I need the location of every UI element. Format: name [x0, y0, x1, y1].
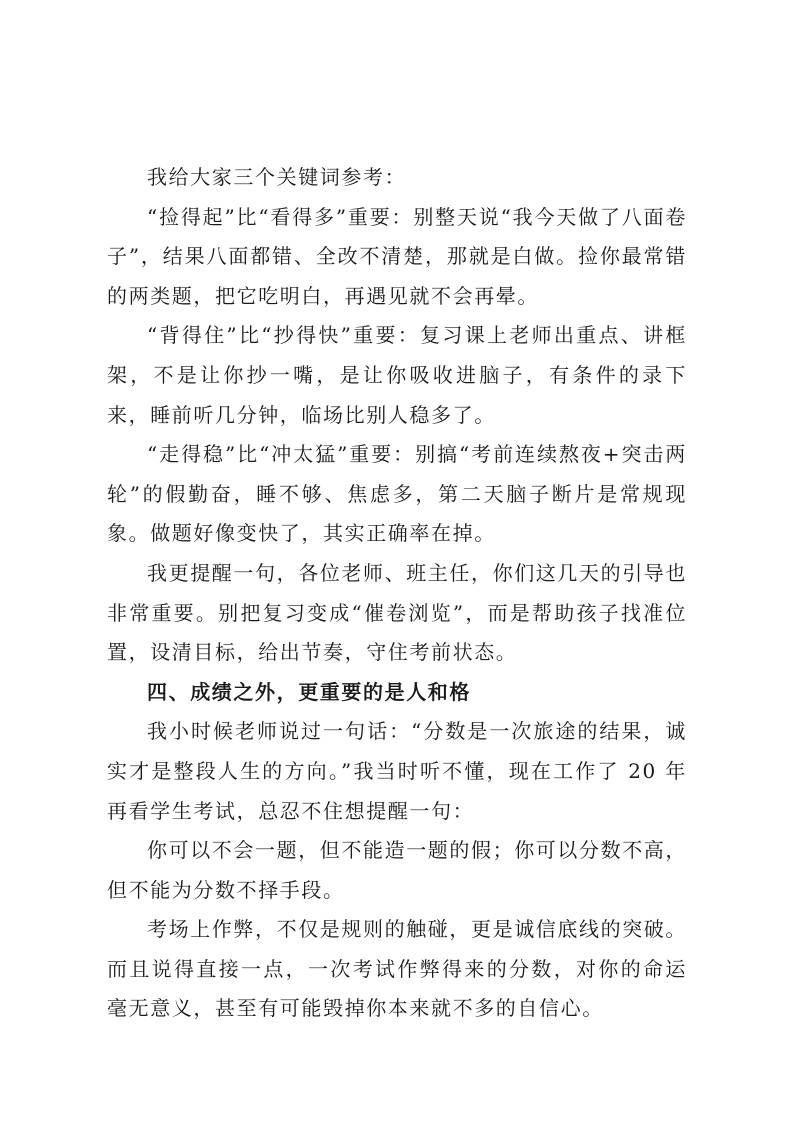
paragraph-teacher-reminder: 我更提醒一句，各位老师、班主任，你们这几天的引导也非常重要。别把复习变成“催卷浏览”，而是帮助孩子找准位置，设清目标，给出节奏，守住考前状态。 [107, 560, 687, 665]
paragraph-keyword-3: “走得稳”比“冲太猛”重要：别搞“考前连续熬夜+突击两轮”的假勤奋，睡不够、焦虑多，第二天脑子断片是常规现象。做题好像变快了，其实正确率在掉。 [107, 442, 687, 546]
section-heading: 四、成绩之外，更重要的是人和格 [147, 679, 471, 704]
paragraph-cheating: 考场上作弊，不仅是规则的触碰，更是诚信底线的突破。而且说得直接一点，一次考试作弊得来的分数，对你的命运毫无意义，甚至有可能毁掉你本来就不多的自信心。 [107, 917, 687, 1021]
paragraph-keywords-intro: 我给大家三个关键词参考： [147, 165, 407, 189]
paragraph-honesty: 你可以不会一题，但不能造一题的假；你可以分数不高，但不能为分数不择手段。 [107, 838, 687, 902]
paragraph-keyword-2: “背得住”比“抄得快”重要：复习课上老师出重点、讲框架，不是让你抄一嘴，是让你吸收进脑子，有条件的录下来，睡前听几分钟，临场比别人稳多了。 [107, 323, 687, 427]
document-page [107, 158, 687, 1029]
paragraph-childhood-quote: 我小时候老师说过一句话：“分数是一次旅途的结果，诚实才是整段人生的方向。”我当时听不懂，现在工作了 20 年再看学生考试，总忍不住想提醒一句： [107, 719, 687, 823]
paragraph-keyword-1: “捡得起”比“看得多”重要：别整天说“我今天做了八面卷子”，结果八面都错、全改不清楚，那就是白做。捡你最常错的两类题，把它吃明白，再遇见就不会再晕。 [107, 204, 687, 308]
